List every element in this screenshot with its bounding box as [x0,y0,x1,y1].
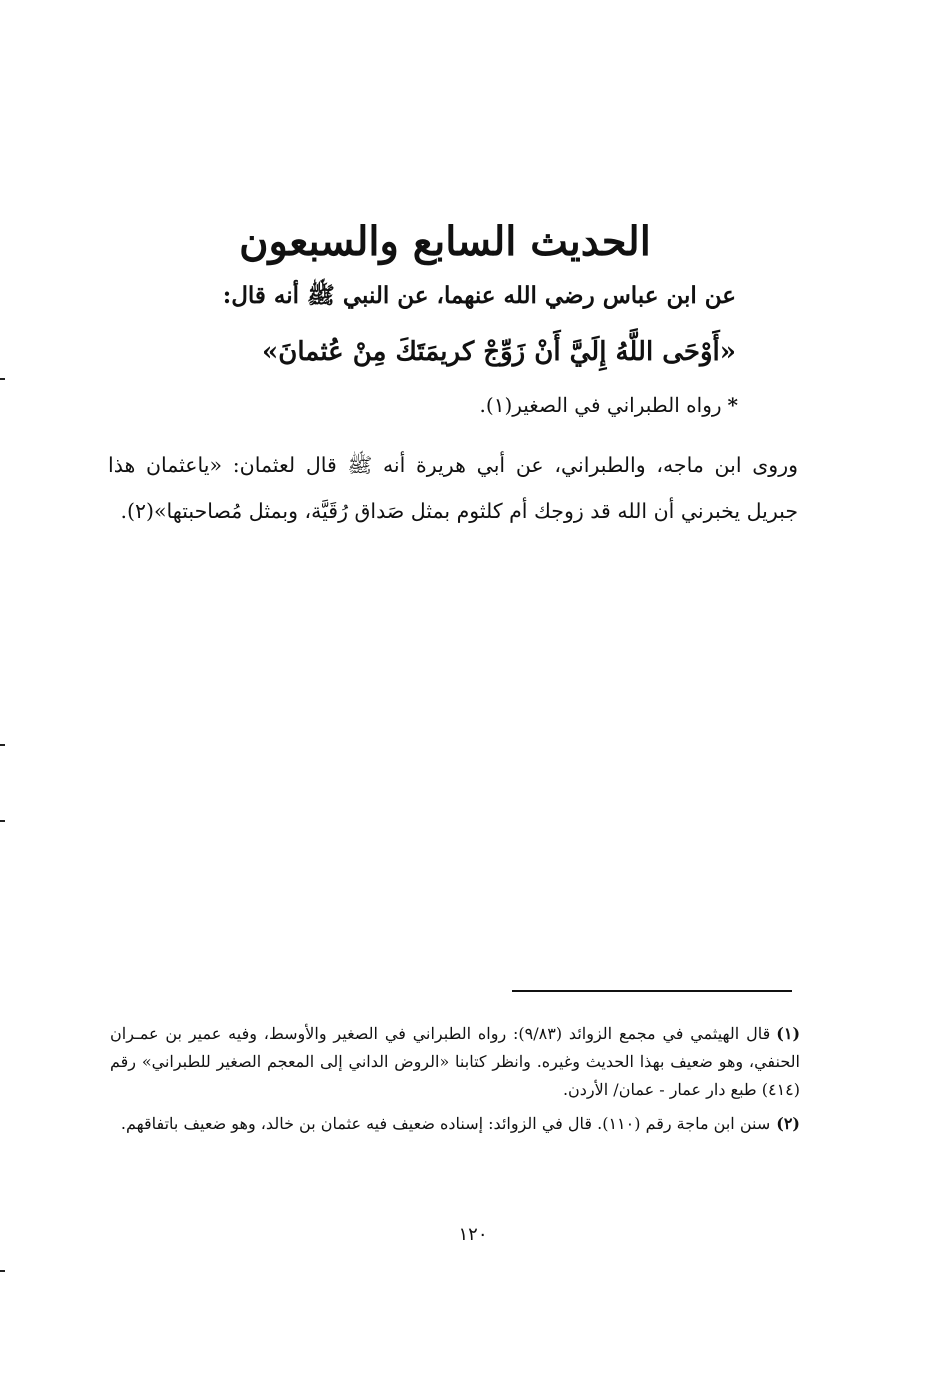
footnote-text: قال الهيثمي في مجمع الزوائد (٩/٨٣): رواه الطبراني في الصغير والأوسط، وفيه عمير بن عمـران الحنفي، وهو ضعيف بهذا الحديث وغيره. وانظر كتابنا «الروض الداني إلى المعجم الصغير للطبراني» رقم (٤١٤) طبع دار عمار - عمان/ الأردن. [110,1024,800,1099]
hadith-quote: «أَوْحَى اللَّهُ إِلَيَّ أَنْ زَوِّجْ كريمَتَكَ مِنْ عُثمانَ» [262,337,736,367]
footnote-1 [110,1020,800,1104]
scan-margin-mark [0,378,5,380]
scan-margin-mark [0,744,5,746]
footnote-2 [110,1110,800,1138]
footnote-divider [512,990,792,992]
supporting-paragraph: وروى ابن ماجه، والطبراني، عن أبي هريرة أنه ﷺ قال لعثمان: «ياعثمان هذا جبريل يخبرني أن الله قد زوجك أم كلثوم بمثل صَداق رُقَيَّة، وبمثل مُصاحبتها»(٢). [108,453,798,523]
footnote-number: (١) [776,1024,801,1043]
footnote-number: (٢) [776,1114,800,1133]
scan-margin-mark [0,1270,5,1272]
footnotes [110,1020,800,1144]
hadith-intro: عن ابن عباس رضي الله عنهما، عن النبي ﷺ أنه قال: [222,282,736,309]
source-text: رواه الطبراني في الصغير(١). [479,393,722,417]
footnote-text: سنن ابن ماجة رقم (١١٠). قال في الزوائد: إسناده ضعيف فيه عثمان بن خالد، وهو ضعيف باتفاقهم. [120,1114,771,1133]
hadith-source [178,388,738,422]
hadith-title: الحديث السابع والسبعون [239,218,651,265]
scan-margin-mark [0,820,5,822]
asterisk-icon: * [727,393,738,417]
page-number: ١٢٠ [458,1224,488,1245]
